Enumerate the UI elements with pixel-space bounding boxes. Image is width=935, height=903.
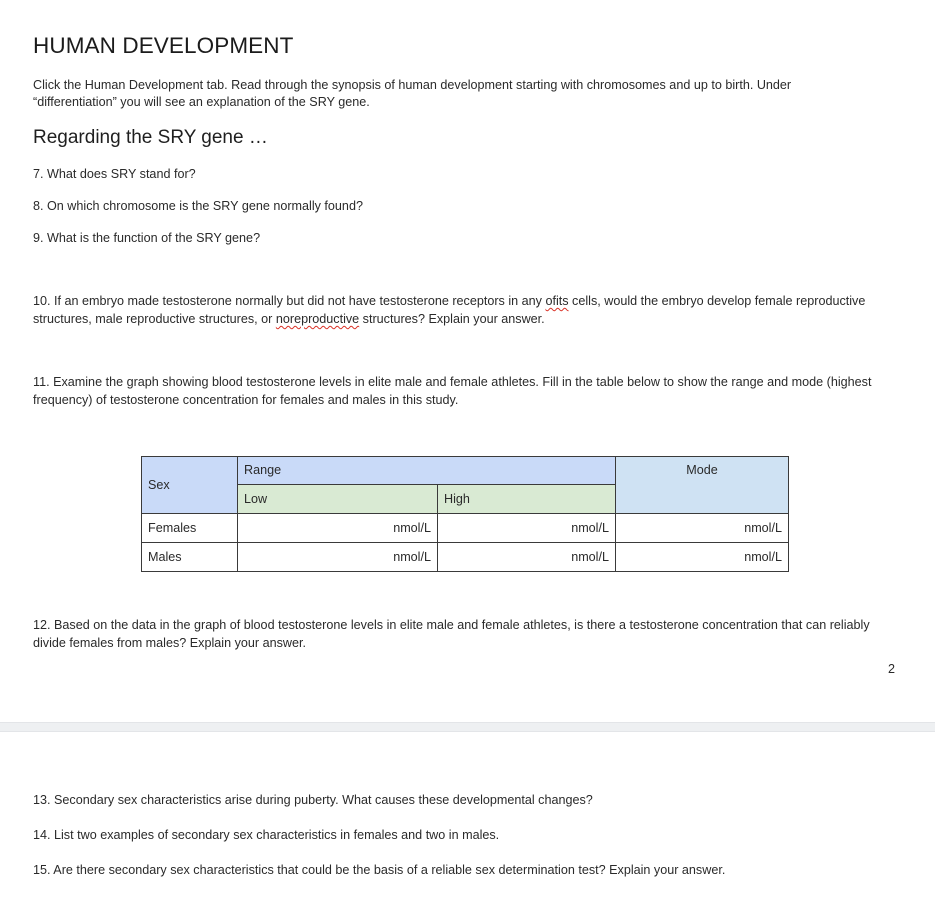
row-label: Males [142, 543, 238, 572]
males-mode-cell[interactable]: nmol/L [616, 543, 789, 572]
header-high: High [438, 485, 616, 514]
testosterone-table [141, 456, 789, 572]
page-separator [0, 722, 935, 732]
table-row-males [142, 543, 789, 572]
misspelled-word: noreproductive [275, 312, 360, 326]
question-8: 8. On which chromosome is the SRY gene normally found? [33, 199, 363, 213]
males-high-cell[interactable]: nmol/L [438, 543, 616, 572]
females-mode-cell[interactable]: nmol/L [616, 514, 789, 543]
females-low-cell[interactable]: nmol/L [238, 514, 438, 543]
header-range: Range [238, 457, 616, 485]
table-row-females [142, 514, 789, 543]
question-10-text-part3: structures? Explain your answer. [359, 312, 545, 326]
intro-paragraph: Click the Human Development tab. Read through the synopsis of human development starting with chromosomes and up to birth. Under “differentiation” you will see an explanation of the SRY gene. [33, 78, 792, 109]
males-low-cell[interactable]: nmol/L [238, 543, 438, 572]
females-high-cell[interactable]: nmol/L [438, 514, 616, 543]
question-7: 7. What does SRY stand for? [33, 167, 196, 181]
question-14: 14. List two examples of secondary sex characteristics in females and two in males. [33, 828, 500, 842]
document-page-2 [0, 732, 935, 903]
question-10-text-part1: 10. If an embryo made testosterone normally but did not have testosterone receptors in any [33, 294, 546, 308]
header-mode: Mode [616, 457, 789, 514]
question-9: 9. What is the function of the SRY gene? [33, 231, 261, 245]
page-number: 2 [888, 662, 896, 676]
question-11: 11. Examine the graph showing blood testosterone levels in elite male and female athletes. Fill in the table below to show the range and mode (highest frequency) of testosterone concentration for females and males in this study. [33, 375, 872, 407]
question-10 [33, 292, 883, 328]
question-10-text-part2: cells, would the embryo develop female reproductive structures, male reproductive structures, or [33, 294, 866, 326]
section-subheading: Regarding the SRY gene … [33, 127, 268, 148]
row-label: Females [142, 514, 238, 543]
question-15: 15. Are there secondary sex characteristics that could be the basis of a reliable sex determination test? Explain your answer. [33, 863, 726, 877]
question-13: 13. Secondary sex characteristics arise during puberty. What causes these developmental changes? [33, 793, 593, 807]
question-12: 12. Based on the data in the graph of blood testosterone levels in elite male and female athletes, is there a testosterone concentration that can reliably divide females from males? Explain your answer. [33, 618, 870, 650]
misspelled-word: ofits [545, 294, 569, 308]
header-sex: Sex [142, 457, 238, 514]
document-title: HUMAN DEVELOPMENT [33, 33, 294, 58]
header-low: Low [238, 485, 438, 514]
